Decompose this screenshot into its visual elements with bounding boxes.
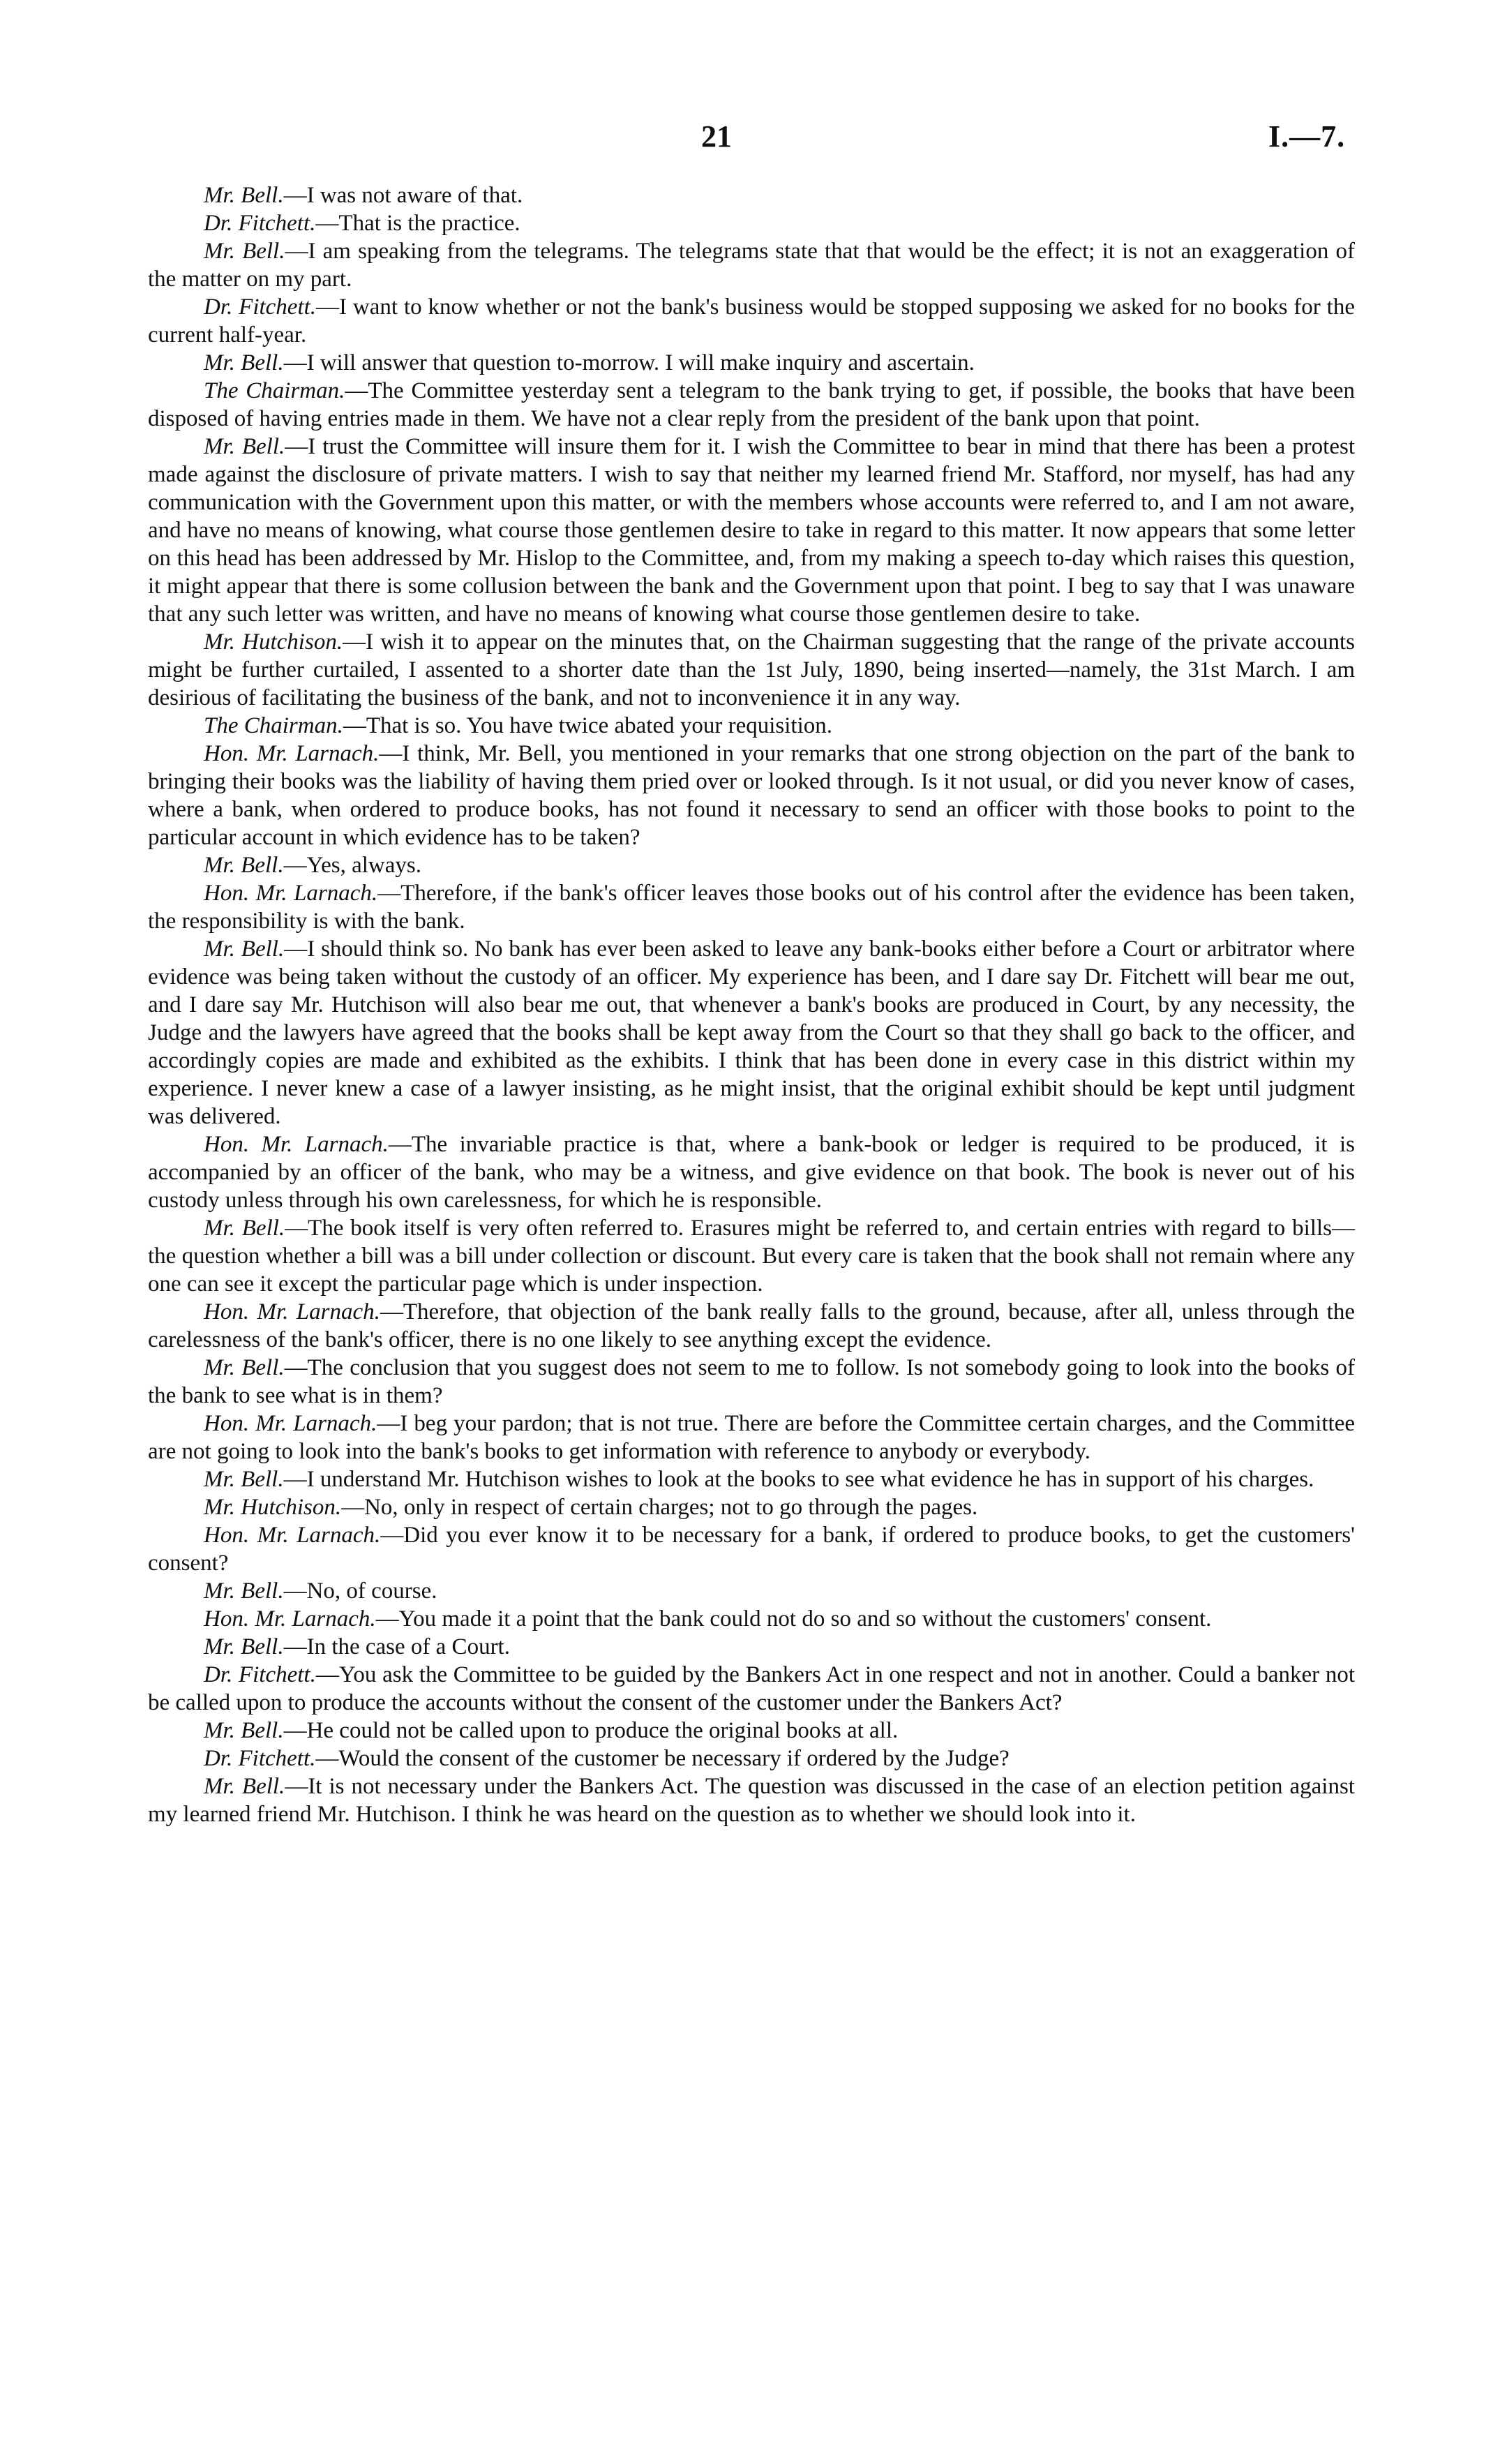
speaker-name: Mr. Hutchison.: [204, 629, 343, 655]
page-number: 21: [701, 119, 732, 154]
document-reference: I.—7.: [1268, 119, 1346, 154]
speaker-name: Mr. Bell.: [204, 239, 285, 264]
speaker-name: Dr. Fitchett.: [204, 211, 316, 236]
testimony-paragraph: [148, 1354, 1355, 1410]
speaker-name: Mr. Bell.: [204, 853, 284, 878]
statement-text: —Yes, always.: [283, 853, 421, 878]
statement-text: —The invariable practice is that, where a bank-book or ledger is required to be produced, it is accompanied by an officer of the bank, who may be a witness, and give evidence on that book. The book is never out of his custody unless through his own carelessness, for which he is responsible.: [148, 1132, 1355, 1213]
statement-text: —That is so. You have twice abated your requisition.: [343, 713, 832, 738]
statement-text: —The conclusion that you suggest does not seem to me to follow. Is not somebody going to look into the books of the bank to see what is in them?: [148, 1355, 1355, 1408]
speaker-name: Hon. Mr. Larnach.: [204, 741, 380, 766]
testimony-paragraph: [148, 237, 1355, 293]
testimony-paragraph: [148, 1772, 1355, 1828]
testimony-paragraph: [148, 209, 1355, 237]
testimony-paragraph: [148, 935, 1355, 1130]
speaker-name: Mr. Bell.: [204, 936, 285, 962]
testimony-paragraph: [148, 1633, 1355, 1661]
testimony-paragraph: [148, 1410, 1355, 1465]
testimony-paragraph: [148, 740, 1355, 851]
testimony-paragraph: [148, 1577, 1355, 1605]
speaker-name: Hon. Mr. Larnach.: [204, 1132, 389, 1157]
statement-text: —No, of course.: [283, 1578, 437, 1604]
testimony-paragraph: [148, 433, 1355, 628]
testimony-paragraph: [148, 1465, 1355, 1493]
speaker-name: Mr. Bell.: [204, 1634, 284, 1659]
statement-text: —Did you ever know it to be necessary for a bank, if ordered to produce books, to get the customers' consent?: [148, 1523, 1355, 1576]
statement-text: —He could not be called upon to produce the original books at all.: [283, 1718, 899, 1743]
statement-text: —I beg your pardon; that is not true. There are before the Committee certain charges, and the Committee are not going to look into the bank's books to get information with reference to anybody or everybody.: [148, 1411, 1355, 1464]
testimony-paragraph: [148, 293, 1355, 349]
statement-text: —It is not necessary under the Bankers Act. The question was discussed in the case of an election petition against my learned friend Mr. Hutchison. I think he was heard on the question as to whether we should look into it.: [148, 1774, 1355, 1827]
speaker-name: Hon. Mr. Larnach.: [204, 1411, 377, 1436]
statement-text: —I want to know whether or not the bank's business would be stopped supposing we asked for no books for the current half-year.: [148, 294, 1355, 348]
statement-text: —I understand Mr. Hutchison wishes to look at the books to see what evidence he has in support of his charges.: [283, 1467, 1314, 1492]
speaker-name: Mr. Bell.: [204, 1467, 284, 1492]
testimony-paragraph: [148, 1605, 1355, 1633]
statement-text: —Therefore, that objection of the bank really falls to the ground, because, after all, unless through the carelessness of the bank's officer, there is no one likely to see anything except the evidence.: [148, 1299, 1355, 1352]
testimony-paragraph: [148, 1717, 1355, 1745]
testimony-paragraph: [148, 1745, 1355, 1772]
speaker-name: Mr. Hutchison.: [204, 1495, 342, 1520]
statement-text: —No, only in respect of certain charges; not to go through the pages.: [341, 1495, 978, 1520]
statement-text: —I think, Mr. Bell, you mentioned in your remarks that one strong objection on the part of the bank to bringing their books was the liability of having them pried over or looked through. Is it not usual, or did you never know of cases, where a bank, when ordered to produce books, has not found it necessary to send an officer with those books to point to the particular account in which evidence has to be taken?: [148, 741, 1355, 850]
testimony-paragraph: [148, 1661, 1355, 1717]
testimony-paragraph: [148, 628, 1355, 712]
statement-text: —I am speaking from the telegrams. The telegrams state that that would be the effect; it is not an exaggeration of the matter on my part.: [148, 239, 1355, 292]
speaker-name: Mr. Bell.: [204, 1216, 285, 1241]
speaker-name: Hon. Mr. Larnach.: [204, 1606, 376, 1632]
statement-text: —In the case of a Court.: [283, 1634, 510, 1659]
testimony-paragraph: [148, 349, 1355, 377]
speaker-name: Dr. Fitchett.: [204, 294, 317, 320]
statement-text: —Therefore, if the bank's officer leaves those books out of his control after the evidence has been taken, the responsibility is with the bank.: [148, 881, 1355, 934]
testimony-paragraph: [148, 1130, 1355, 1214]
testimony-paragraph: [148, 712, 1355, 740]
speaker-name: Hon. Mr. Larnach.: [204, 1299, 380, 1324]
speaker-name: Mr. Bell.: [204, 1774, 285, 1799]
speaker-name: Hon. Mr. Larnach.: [204, 1523, 381, 1548]
speaker-name: Dr. Fitchett.: [204, 1662, 316, 1687]
statement-text: —I should think so. No bank has ever been asked to leave any bank-books either before a Court or arbitrator where evidence was being taken without the custody of an officer. My experience has been, and I dare say Dr. Fitchett will bear me out, and I dare say Mr. Hutchison will also bear me out, that whenever a bank's books are produced in Court, by any necessity, the Judge and the lawyers have agreed that the books shall be kept away from the Court so that they shall go back to the officer, and accordingly copies are made and exhibited as the exhibits. I think that has been done in every case in this district within my experience. I never knew a case of a lawyer insisting, as he might insist, that the original exhibit should be kept until judgment was delivered.: [148, 936, 1355, 1129]
testimony-paragraph: [148, 879, 1355, 935]
speaker-name: Mr. Bell.: [204, 1355, 285, 1380]
statement-text: —Would the consent of the customer be necessary if ordered by the Judge?: [315, 1746, 1010, 1771]
testimony-paragraph: [148, 1493, 1355, 1521]
speaker-name: Dr. Fitchett.: [204, 1746, 316, 1771]
testimony-paragraph: [148, 377, 1355, 433]
testimony-paragraph: [148, 1521, 1355, 1577]
statement-text: —You ask the Committee to be guided by the Bankers Act in one respect and not in another. Could a banker not be called upon to produce the accounts without the consent of the customer under the Bankers Act?: [148, 1662, 1355, 1715]
statement-text: —The book itself is very often referred to. Erasures might be referred to, and certain entries with regard to bills—the question whether a bill was a bill under collection or discount. But every care is taken that the book shall not remain where any one can see it except the particular page which is under inspection.: [148, 1216, 1355, 1297]
testimony-paragraph: [148, 1298, 1355, 1354]
speaker-name: Mr. Bell.: [204, 1578, 284, 1604]
statement-text: —I will answer that question to-morrow. I will make inquiry and ascertain.: [283, 350, 975, 375]
testimony-paragraph: [148, 1214, 1355, 1298]
speaker-name: Mr. Bell.: [204, 434, 285, 459]
speaker-name: Mr. Bell.: [204, 183, 284, 208]
minutes-body: [148, 181, 1355, 1828]
statement-text: —I trust the Committee will insure them for it. I wish the Committee to bear in mind that there has been a protest made against the disclosure of private matters. I wish to say that neither my learned friend Mr. Stafford, nor myself, has had any communication with the Government upon this matter, or with the members whose accounts were referred to, and I am not aware, and have no means of knowing, what course those gentlemen desire to take in regard to this matter. It now appears that some letter on this head has been addressed by Mr. Hislop to the Committee, and, from my making a speech to-day which raises this question, it might appear that there is some collusion between the bank and the Government upon that point. I beg to say that I was unaware that any such letter was written, and have no means of knowing what course those gentlemen desire to take.: [148, 434, 1355, 627]
statement-text: —I wish it to appear on the minutes that, on the Chairman suggesting that the range of the private accounts might be further curtailed, I assented to a shorter date than the 1st July, 1890, being inserted—namely, the 31st March. I am desirious of facilitating the business of the bank, and not to inconvenience it in any way.: [148, 629, 1355, 710]
speaker-name: The Chairman.: [204, 713, 343, 738]
statement-text: —You made it a point that the bank could not do so and so without the customers' consent.: [375, 1606, 1212, 1632]
statement-text: —That is the practice.: [315, 211, 520, 236]
speaker-name: Hon. Mr. Larnach.: [204, 881, 378, 906]
statement-text: —The Committee yesterday sent a telegram to the bank trying to get, if possible, the books that have been disposed of having entries made in them. We have not a clear reply from the president of the bank upon that point.: [148, 378, 1355, 431]
speaker-name: Mr. Bell.: [204, 350, 284, 375]
testimony-paragraph: [148, 851, 1355, 879]
testimony-paragraph: [148, 181, 1355, 209]
statement-text: —I was not aware of that.: [283, 183, 523, 208]
speaker-name: Mr. Bell.: [204, 1718, 284, 1743]
speaker-name: The Chairman.: [204, 378, 345, 403]
